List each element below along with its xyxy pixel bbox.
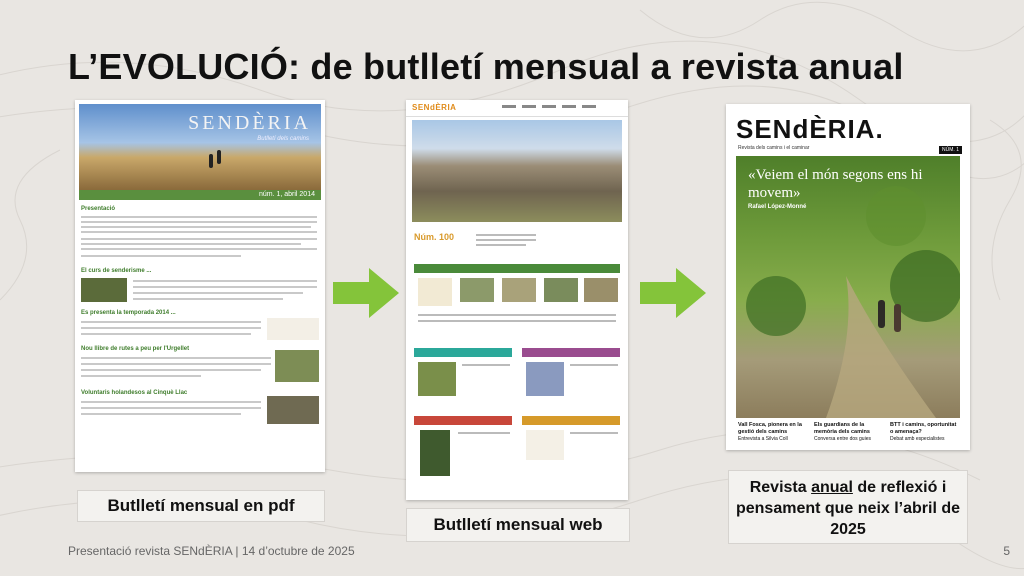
nav-item xyxy=(502,105,516,108)
news-tile xyxy=(584,278,618,302)
news-tile xyxy=(460,278,494,302)
pdf-section-heading: Voluntaris holandesos al Cinquè Llac xyxy=(81,390,188,396)
web-logo: SENdÈRIA xyxy=(412,103,457,112)
book-tile xyxy=(420,430,450,476)
section-bar xyxy=(522,416,620,425)
text-line xyxy=(81,363,271,365)
text-line xyxy=(133,286,317,288)
pdf-section-heading: Presentació xyxy=(81,206,116,212)
magazine-cover-author: Rafael López-Monné xyxy=(748,204,807,210)
text-line xyxy=(81,333,251,335)
text-line xyxy=(133,298,283,300)
web-library-block xyxy=(414,416,620,486)
text-line xyxy=(81,243,301,245)
text-line xyxy=(133,292,303,294)
magazine-issue-number: NÚM. 1 xyxy=(939,146,962,154)
book-cover-thumbnail xyxy=(275,350,319,382)
footer-story-sub: Debat amb especialistes xyxy=(890,436,945,442)
text-line xyxy=(476,244,526,246)
page-number: 5 xyxy=(1003,544,1010,558)
text-line xyxy=(81,327,261,329)
web-bulletin-preview xyxy=(406,100,628,500)
footer-story xyxy=(814,422,884,443)
news-tile xyxy=(502,278,536,302)
news-tile xyxy=(544,278,578,302)
pdf-caption: Butlletí mensual en pdf xyxy=(77,490,325,522)
section-bar xyxy=(414,348,512,357)
web-caption: Butlletí mensual web xyxy=(406,508,630,542)
text-line xyxy=(81,375,201,377)
magazine-cover-preview xyxy=(726,104,970,450)
text-line xyxy=(81,413,241,415)
hiker-figure xyxy=(209,154,213,168)
pdf-section-heading: El curs de senderisme ... xyxy=(81,268,152,274)
web-hero-photo xyxy=(412,120,622,222)
text-line xyxy=(476,239,536,241)
text-line xyxy=(81,221,317,223)
nav-item xyxy=(542,105,556,108)
slide-footer: Presentació revista SENdÈRIA | 14 d’octubre de 2025 xyxy=(68,544,355,558)
volunteers-thumbnail xyxy=(267,396,319,424)
footer-story-title: Vall Fosca, pionera en la gestió dels camins xyxy=(738,422,802,435)
hiker-figure xyxy=(894,304,901,332)
web-news-block xyxy=(414,264,620,334)
magazine-header xyxy=(726,104,970,156)
pdf-bulletin-preview xyxy=(75,100,325,472)
magazine-masthead: SENdÈRIA. xyxy=(736,114,884,144)
magazine-caption xyxy=(728,470,968,544)
news-tile xyxy=(526,362,564,396)
hiker-figure xyxy=(217,150,221,164)
footer-story xyxy=(890,422,960,443)
caption-text: de reflexió i pensament que neix l’abril de 2025 xyxy=(735,479,961,538)
magazine-footer xyxy=(736,420,960,446)
magazine-tagline: Revista dels camins i el caminar xyxy=(738,145,810,151)
text-line xyxy=(458,432,510,434)
course-thumbnail xyxy=(81,278,127,302)
news-tile xyxy=(418,278,452,306)
pdf-section-heading: Es presenta la temporada 2014 ... xyxy=(81,310,176,316)
arrow-right-icon xyxy=(333,268,399,318)
footer-story-sub: Conversa entre dos guies xyxy=(814,436,871,442)
text-line xyxy=(81,401,261,403)
text-line xyxy=(418,320,616,322)
web-navbar xyxy=(406,100,628,117)
magazine-cover-quote: «Veiem el món segons ens hi movem» xyxy=(748,167,923,201)
valley-logo xyxy=(267,318,319,340)
section-bar xyxy=(414,416,512,425)
nav-item xyxy=(562,105,576,108)
caption-underlined-word: anual xyxy=(811,479,853,496)
text-line xyxy=(133,280,317,282)
footer-story-sub: Entrevista a Silvia Coll xyxy=(738,436,788,442)
section-bar xyxy=(522,348,620,357)
text-line xyxy=(81,321,261,323)
caption-text: Revista xyxy=(749,479,812,496)
web-tile xyxy=(526,430,564,460)
text-line xyxy=(570,432,618,434)
text-line xyxy=(81,255,241,257)
text-line xyxy=(81,231,317,233)
text-line xyxy=(81,226,311,228)
nav-item xyxy=(582,105,596,108)
pdf-subtitle: Butlletí dels camins xyxy=(257,136,309,142)
nav-item xyxy=(522,105,536,108)
text-line xyxy=(81,407,261,409)
pdf-masthead: SENDÈRIA xyxy=(188,112,311,134)
footer-story-title: BTT i camins, oportunitat o amenaça? xyxy=(890,422,957,435)
hiker-figure xyxy=(878,300,885,328)
text-line xyxy=(462,364,510,366)
web-issue-number: Núm. 100 xyxy=(414,232,455,242)
footer-story xyxy=(738,422,808,443)
text-line xyxy=(81,238,317,240)
text-line xyxy=(81,216,317,218)
news-tile xyxy=(418,362,456,396)
text-line xyxy=(81,369,261,371)
pdf-issue-bar: núm. 1, abril 2014 xyxy=(79,190,321,200)
slide-title: L’EVOLUCIÓ: de butlletí mensual a revista anual xyxy=(68,46,904,87)
section-bar xyxy=(414,264,620,273)
web-mirador-block xyxy=(414,348,620,408)
text-line xyxy=(81,248,317,250)
pdf-section-heading: Nou llibre de rutes a peu per l'Urgellet xyxy=(81,346,190,352)
text-line xyxy=(418,314,616,316)
text-line xyxy=(570,364,618,366)
arrow-right-icon xyxy=(640,268,706,318)
pdf-hero-image xyxy=(79,104,321,190)
footer-story-title: Els guardians de la memòria dels camins xyxy=(814,422,870,435)
text-line xyxy=(81,357,271,359)
text-line xyxy=(476,234,536,236)
